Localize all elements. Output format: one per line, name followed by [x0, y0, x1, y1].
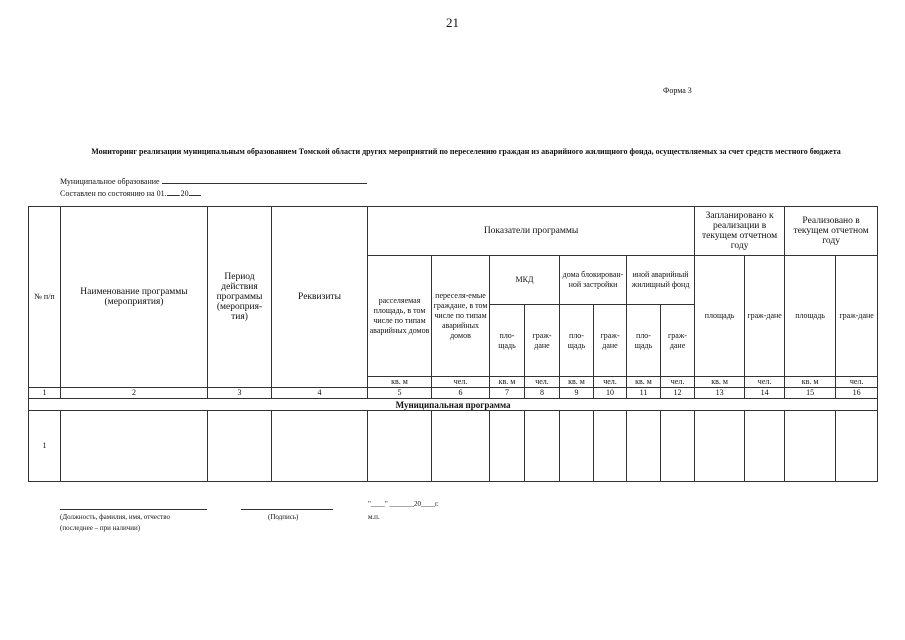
col-header-num: № п/п — [29, 207, 61, 388]
col-header-planned-citizens: граж-дане — [745, 256, 785, 377]
table-cell — [208, 411, 272, 482]
date-template: "____" _______20____г. — [368, 500, 439, 508]
column-number: 2 — [61, 388, 208, 399]
group-header-planned: Запланировано к реализации в текущем отчетном году — [695, 207, 785, 256]
date-mid: .20 — [178, 189, 189, 198]
unit-cell: кв. м — [490, 377, 525, 388]
col-header-realized-area: площадь — [785, 256, 836, 377]
column-number: 4 — [272, 388, 368, 399]
group-header-indicators: Показатели программы — [368, 207, 695, 256]
column-number: 13 — [695, 388, 745, 399]
signature-line — [241, 509, 333, 510]
unit-cell: кв. м — [627, 377, 661, 388]
position-label: (Должность, фамилия, имя, отчество — [60, 513, 170, 521]
col-header-blocked-area: пло-щадь — [560, 305, 594, 377]
unit-cell: кв. м — [785, 377, 836, 388]
col-header-name: Наименование программы (мероприятия) — [61, 207, 208, 388]
unit-cell: кв. м — [695, 377, 745, 388]
unit-cell: чел. — [594, 377, 627, 388]
signature-label: (Подпись) — [268, 513, 299, 521]
table-cell — [490, 411, 525, 482]
table-cell — [661, 411, 695, 482]
column-number: 11 — [627, 388, 661, 399]
form-label: Форма 3 — [663, 86, 692, 95]
table-cell — [560, 411, 594, 482]
sub-header-mkd: МКД — [490, 256, 560, 305]
table-cell — [525, 411, 560, 482]
table-cell — [695, 411, 745, 482]
col-header-resettled-people: переселя-емые граждане, в том числе по типам аварийных домов — [432, 256, 490, 377]
group-header-realized: Реализовано в текущем отчетном году — [785, 207, 878, 256]
table-cell — [368, 411, 432, 482]
column-number: 10 — [594, 388, 627, 399]
column-number: 3 — [208, 388, 272, 399]
col-header-planned-area: площадь — [695, 256, 745, 377]
unit-cell: кв. м — [560, 377, 594, 388]
date-prefix: Составлен по состоянию на 01. — [60, 189, 167, 198]
year-blank — [189, 187, 201, 196]
column-number: 1 — [29, 388, 61, 399]
position-note: (последнее – при наличии) — [60, 524, 141, 532]
date-line — [60, 187, 201, 198]
section-title: Муниципальная программа — [29, 399, 878, 411]
unit-cell: кв. м — [368, 377, 432, 388]
column-number: 6 — [432, 388, 490, 399]
unit-cell: чел. — [525, 377, 560, 388]
table-cell — [627, 411, 661, 482]
page-number: 21 — [446, 15, 459, 30]
unit-cell: чел. — [432, 377, 490, 388]
municipality-label: Муниципальное образование — [60, 177, 160, 186]
table-cell — [836, 411, 878, 482]
table-cell — [272, 411, 368, 482]
table-cell — [594, 411, 627, 482]
column-number: 16 — [836, 388, 878, 399]
column-number: 7 — [490, 388, 525, 399]
column-number: 14 — [745, 388, 785, 399]
monitoring-table — [28, 206, 878, 482]
column-number: 15 — [785, 388, 836, 399]
table-cell — [432, 411, 490, 482]
stamp-label: м.п. — [368, 513, 380, 521]
table-cell — [785, 411, 836, 482]
sub-header-blocked: дома блокирован-ной застройки — [560, 256, 627, 305]
col-header-other-area: пло-щадь — [627, 305, 661, 377]
col-header-resettled-area: расселяемая площадь, в том числе по типам аварийных домов — [368, 256, 432, 377]
sub-header-other: иной аварийный жилищный фонд — [627, 256, 695, 305]
col-header-period: Период действия программы (мероприя-тия) — [208, 207, 272, 388]
municipality-blank — [162, 175, 367, 184]
col-header-details: Реквизиты — [272, 207, 368, 388]
document-title: Мониторинг реализации муниципальным образованием Томской области других мероприятий по переселению граждан из аварийного жилищного фонда, осуществляемых за счет средств местного бюджета — [91, 147, 841, 156]
column-number: 9 — [560, 388, 594, 399]
unit-cell: чел. — [661, 377, 695, 388]
table-cell — [745, 411, 785, 482]
month-blank — [167, 187, 179, 196]
col-header-blocked-citizens: граж-дане — [594, 305, 627, 377]
column-number: 8 — [525, 388, 560, 399]
col-header-realized-citizens: граж-дане — [836, 256, 878, 377]
col-header-other-citizens: граж-дане — [661, 305, 695, 377]
unit-cell: чел. — [836, 377, 878, 388]
col-header-mkd-area: пло-щадь — [490, 305, 525, 377]
row-number: 1 — [29, 411, 61, 482]
municipality-line — [60, 175, 367, 186]
column-number: 5 — [368, 388, 432, 399]
position-signature-line — [60, 509, 207, 510]
column-number: 12 — [661, 388, 695, 399]
table-cell — [61, 411, 208, 482]
unit-cell: чел. — [745, 377, 785, 388]
col-header-mkd-citizens: граж-дане — [525, 305, 560, 377]
